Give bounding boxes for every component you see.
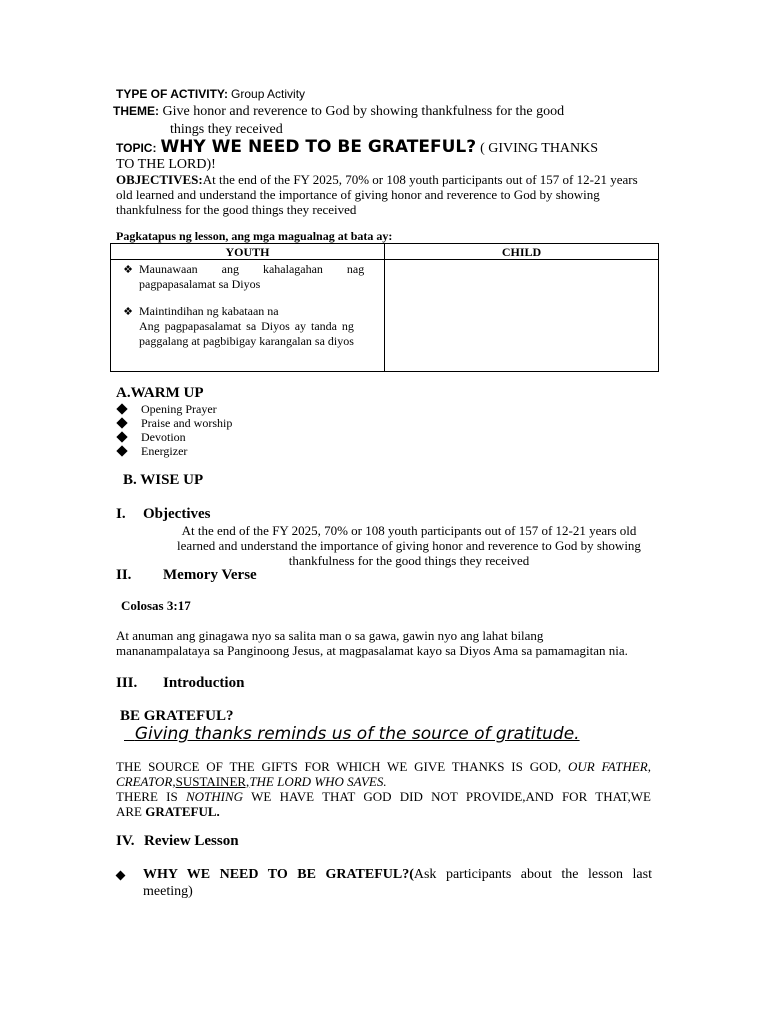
section-introduction-heading [116,675,244,692]
youth-item-1-line-2: pagpapasalamat sa Diyos [139,277,261,291]
section-number: IV. [116,833,135,849]
list-item [118,402,232,416]
list-item [118,416,232,430]
activity-type-line [116,87,305,102]
diamond-bullet-icon [116,871,126,881]
diamond-bullet-icon [116,431,127,442]
section-title: Objectives [143,506,211,522]
warmup-list [118,402,232,458]
objectives-label: OBJECTIVES: [116,172,203,187]
list-item [117,304,376,349]
review-question: WHY WE NEED TO BE GRATEFUL?( [143,867,414,882]
section-title: Review Lesson [144,833,239,849]
youth-cell [111,260,385,372]
objectives-line-1: At the end of the FY 2025, 70% or 108 youth participants out of 157 of 12-21 years [202,172,638,187]
list-item [118,430,232,444]
topic-title: WHY WE NEED TO BE GRATEFUL? [160,137,477,157]
tagline-text: Giving thanks reminds us of the source of gratitude. [134,724,580,744]
warmup-item: Energizer [141,444,188,458]
warmup-item: Opening Prayer [141,402,217,416]
diamond-bullet-icon: ❖ [123,305,133,318]
diamond-bullet-icon [116,445,127,456]
theme-text-1: Give honor and reverence to God by showing thankfulness for the good [162,104,565,119]
section-memory-verse-heading [116,567,257,584]
section-number: III. [116,675,138,691]
nothing-text-a: THERE IS [116,789,178,804]
list-item [118,444,232,458]
review-instruction: Ask participants about the lesson last [413,867,652,882]
source-text-e: THE LORD WHO SAVES. [249,774,387,789]
section-title: Introduction [163,675,245,691]
table-header-row [111,244,659,260]
list-item [117,262,376,292]
warmup-heading: A.WARM UP [116,385,204,401]
section-objectives-body [150,523,668,568]
column-header-youth: YOUTH [111,244,385,260]
objectives-body-line-2: learned and understand the importance of giving honor and reverence to God by showing [177,538,641,553]
theme-line [113,104,564,120]
section-number: II. [116,567,132,583]
diamond-bullet-icon [116,417,127,428]
nothing-text-b: NOTHING [186,789,244,804]
theme-text-2: things they received [170,122,283,137]
topic-subtitle-2: TO THE LORD)! [116,157,216,172]
activity-type-label: TYPE OF ACTIVITY: [116,87,229,101]
activity-type-value: Group Activity [231,87,306,101]
warmup-item: Praise and worship [141,416,233,430]
topic-subtitle-1: ( GIVING THANKS [480,141,599,156]
diamond-bullet-icon [116,403,127,414]
verse-line-1: At anuman ang ginagawa nyo sa salita man o sa gawa, gawin nyo ang lahat bilang [116,628,544,643]
child-cell [385,260,659,372]
objectives-line-2: old learned and understand the importance of giving honor and reverence to God by showing [116,187,600,202]
section-number: I. [116,506,126,522]
topic-label: TOPIC: [116,141,157,155]
diamond-bullet-icon: ❖ [123,263,133,276]
youth-item-2-line-2: Ang pagpapasalamat sa Diyos ay tanda ng [139,319,354,333]
objectives-body-line-3: thankfulness for the good things they received [288,553,530,568]
section-review-heading [116,833,239,850]
source-text-c: CREATOR, [116,774,176,789]
lesson-outcomes-table [110,243,659,372]
nothing-text-e: GRATEFUL. [145,804,220,819]
source-text-a: THE SOURCE OF THE GIFTS FOR WHICH WE GIVE THANKS IS GOD, [116,759,562,774]
be-grateful-heading: BE GRATEFUL? [120,708,234,724]
section-title: Memory Verse [163,567,257,583]
verse-line-2: mananampalataya sa Panginoong Jesus, at magpasalamat kayo sa Diyos Ama sa pamamagitan nia. [116,643,628,658]
table-caption: Pagkatapus ng lesson, ang mga magualnag at bata ay: [116,229,393,243]
objectives-body-line-1: At the end of the FY 2025, 70% or 108 youth participants out of 157 of 12-21 years old [181,523,637,538]
theme-label: THEME: [113,104,159,118]
wiseup-heading: B. WISE UP [123,472,204,488]
nothing-text-c: WE HAVE THAT GOD DID NOT PROVIDE,AND FOR THAT,WE [251,789,651,804]
youth-item-1-line-1: Maunawaan ang kahalagahan nag [139,262,365,276]
table-row [111,260,659,372]
objectives-line-3: thankfulness for the good things they received [116,202,357,217]
review-item [117,866,652,900]
column-header-child: CHILD [385,244,659,260]
youth-item-2-line-3: paggalang at pagbibigay karangalan sa diyos [139,334,354,348]
youth-item-2-line-1: Maintindihan ng kabataan na [139,304,279,318]
verse-reference: Colosas 3:17 [121,598,191,613]
objectives-block [116,172,638,217]
source-paragraph [116,759,651,819]
source-text-d: SUSTAINER, [175,774,250,789]
nothing-text-d: ARE [116,804,142,819]
source-text-b: OUR FATHER, [567,759,651,774]
review-instruction-line-2: meeting) [143,884,193,899]
section-objectives-heading [116,506,210,523]
verse-text [116,628,628,658]
topic-line [116,137,598,157]
warmup-item: Devotion [141,430,186,444]
tagline [124,724,580,744]
